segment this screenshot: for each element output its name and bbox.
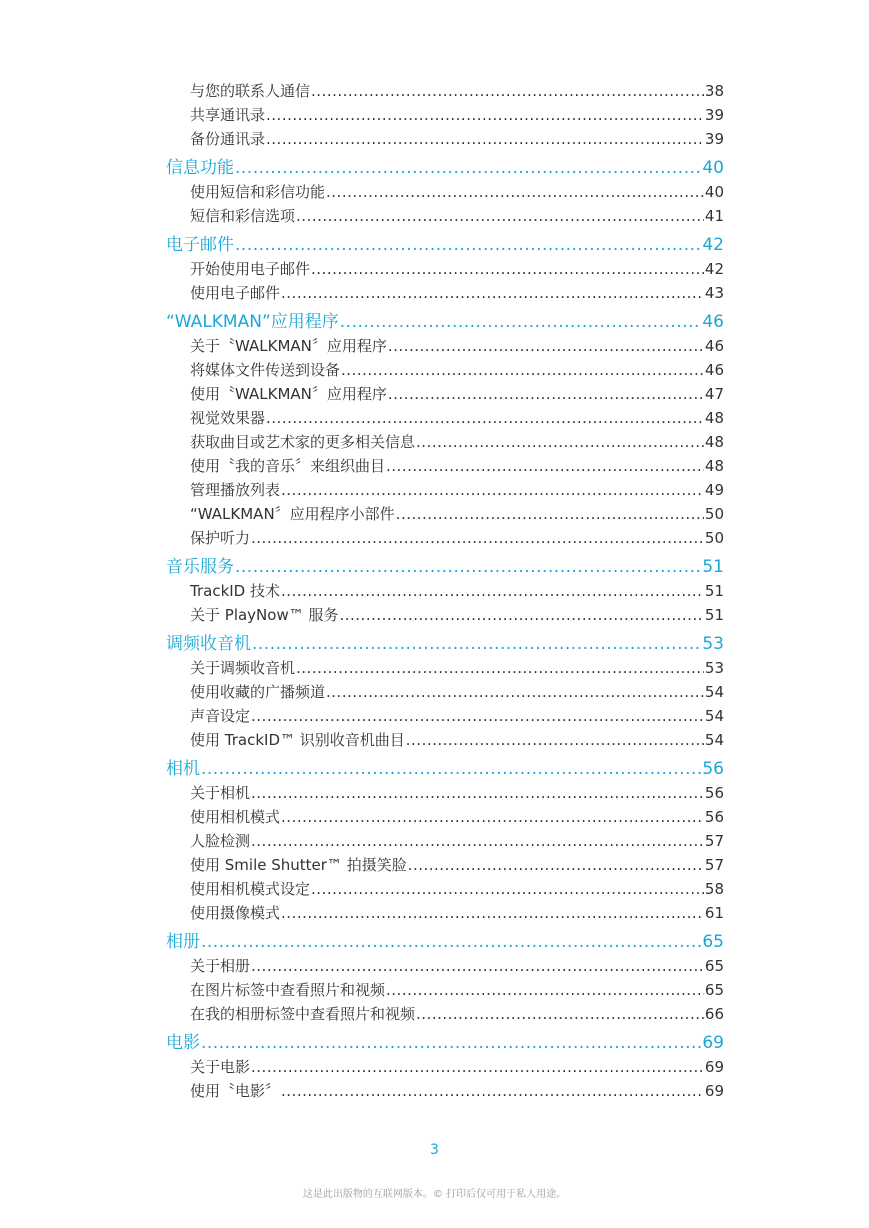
- toc-entry-title: “WALKMAN〞应用程序小部件: [190, 505, 395, 523]
- toc-entry-title: 与您的联系人通信: [190, 82, 311, 100]
- dot-leader: [388, 382, 704, 406]
- toc-entry-title: 开始使用电子邮件: [190, 260, 311, 278]
- toc-entry[interactable]: [166, 728, 724, 752]
- toc-entry[interactable]: [166, 180, 724, 204]
- toc-entry-page: 40: [704, 183, 724, 201]
- dot-leader: [201, 930, 701, 954]
- toc-entry-title: 使用相机模式: [190, 808, 281, 826]
- toc-entry-title: 使用〝WALKMAN〞应用程序: [190, 385, 387, 403]
- toc-entry[interactable]: [166, 877, 724, 901]
- dot-leader: [408, 853, 704, 877]
- toc-entry-page: 54: [704, 731, 724, 749]
- toc-entry-title: 在我的相册标签中查看照片和视频: [190, 1005, 416, 1023]
- toc-entry-title: 使用相机模式设定: [190, 880, 311, 898]
- toc-entry[interactable]: [166, 704, 724, 728]
- toc-entry[interactable]: [166, 978, 724, 1002]
- toc-entry-page: 50: [704, 529, 724, 547]
- toc-entry-page: 57: [704, 856, 724, 874]
- toc-section-entry[interactable]: [166, 156, 724, 180]
- toc-entry-page: 56: [704, 784, 724, 802]
- dot-leader: [341, 358, 704, 382]
- toc-entry-title: 调频收音机: [166, 634, 251, 654]
- toc-entry-title: 在图片标签中查看照片和视频: [190, 981, 386, 999]
- toc-entry[interactable]: [166, 478, 724, 502]
- toc-entry-page: 69: [704, 1082, 724, 1100]
- toc-entry-page: 51: [704, 582, 724, 600]
- toc-entry[interactable]: [166, 853, 724, 877]
- dot-leader: [251, 526, 704, 550]
- dot-leader: [416, 430, 704, 454]
- toc-entry-title: 人脸检测: [190, 832, 251, 850]
- dot-leader: [416, 1002, 704, 1026]
- dot-leader: [201, 1031, 701, 1055]
- toc-entry[interactable]: [166, 127, 724, 151]
- toc-entry-page: 48: [704, 409, 724, 427]
- toc-section-entry[interactable]: [166, 632, 724, 656]
- toc-entry-title: TrackID 技术: [190, 582, 280, 600]
- toc-entry-page: 65: [702, 932, 724, 952]
- toc-entry-title: 使用 TrackID™ 识别收音机曲目: [190, 731, 405, 749]
- toc-entry-title: 使用〝电影〞: [190, 1082, 281, 1100]
- table-of-contents: [166, 79, 724, 1103]
- dot-leader: [296, 204, 704, 228]
- toc-entry-page: 47: [704, 385, 724, 403]
- toc-entry-page: 41: [704, 207, 724, 225]
- dot-leader: [281, 805, 704, 829]
- toc-entry-page: 65: [704, 957, 724, 975]
- toc-entry-page: 58: [704, 880, 724, 898]
- toc-entry-page: 54: [704, 707, 724, 725]
- toc-entry-page: 42: [702, 235, 724, 255]
- toc-entry-title: 使用收藏的广播频道: [190, 683, 326, 701]
- toc-section-entry[interactable]: [166, 233, 724, 257]
- dot-leader: [251, 829, 704, 853]
- page-number: 3: [430, 1142, 439, 1158]
- toc-entry-page: 46: [704, 361, 724, 379]
- toc-entry-title: 使用〝我的音乐〞来组织曲目: [190, 457, 386, 475]
- dot-leader: [396, 502, 704, 526]
- toc-entry-title: 关于相机: [190, 784, 251, 802]
- toc-entry-title: 使用短信和彩信功能: [190, 183, 326, 201]
- dot-leader: [251, 781, 704, 805]
- toc-entry[interactable]: [166, 526, 724, 550]
- dot-leader: [311, 877, 704, 901]
- dot-leader: [235, 555, 701, 579]
- toc-entry-page: 42: [704, 260, 724, 278]
- dot-leader: [311, 79, 704, 103]
- toc-entry[interactable]: [166, 656, 724, 680]
- toc-entry-title: 关于调频收音机: [190, 659, 296, 677]
- toc-entry-title: “WALKMAN”应用程序: [166, 312, 339, 332]
- toc-entry-title: 保护听力: [190, 529, 251, 547]
- toc-entry-title: 关于电影: [190, 1058, 251, 1076]
- toc-entry-title: 管理播放列表: [190, 481, 281, 499]
- toc-entry-page: 69: [704, 1058, 724, 1076]
- toc-entry[interactable]: [166, 579, 724, 603]
- toc-entry-title: 关于〝WALKMAN〞应用程序: [190, 337, 387, 355]
- toc-entry-page: 39: [704, 130, 724, 148]
- toc-entry-title: 将媒体文件传送到设备: [190, 361, 341, 379]
- dot-leader: [339, 603, 703, 627]
- toc-entry-title: 使用电子邮件: [190, 284, 281, 302]
- toc-entry[interactable]: [166, 901, 724, 925]
- toc-entry[interactable]: [166, 358, 724, 382]
- toc-entry[interactable]: [166, 103, 724, 127]
- dot-leader: [281, 281, 704, 305]
- dot-leader: [406, 728, 704, 752]
- dot-leader: [281, 1079, 704, 1103]
- toc-entry-page: 51: [702, 557, 724, 577]
- dot-leader: [281, 901, 704, 925]
- toc-entry-page: 40: [702, 158, 724, 178]
- toc-entry-title: 共享通讯录: [190, 106, 266, 124]
- dot-leader: [311, 257, 704, 281]
- toc-entry[interactable]: [166, 334, 724, 358]
- toc-entry[interactable]: [166, 204, 724, 228]
- toc-entry[interactable]: [166, 954, 724, 978]
- toc-entry[interactable]: [166, 781, 724, 805]
- toc-entry-title: 短信和彩信选项: [190, 207, 296, 225]
- toc-entry-title: 使用摄像模式: [190, 904, 281, 922]
- toc-entry-title: 信息功能: [166, 158, 234, 178]
- toc-entry-page: 43: [704, 284, 724, 302]
- dot-leader: [386, 454, 704, 478]
- toc-entry-title: 视觉效果器: [190, 409, 266, 427]
- toc-entry-page: 49: [704, 481, 724, 499]
- toc-entry-title: 获取曲目或艺术家的更多相关信息: [190, 433, 416, 451]
- toc-section-entry[interactable]: [166, 757, 724, 781]
- dot-leader: [266, 103, 704, 127]
- dot-leader: [266, 127, 704, 151]
- dot-leader: [252, 632, 701, 656]
- toc-entry-page: 56: [702, 759, 724, 779]
- toc-entry[interactable]: [166, 430, 724, 454]
- toc-section-entry[interactable]: [166, 555, 724, 579]
- toc-entry-page: 39: [704, 106, 724, 124]
- toc-entry-page: 54: [704, 683, 724, 701]
- toc-entry-page: 38: [704, 82, 724, 100]
- toc-entry-title: 备份通讯录: [190, 130, 266, 148]
- toc-entry[interactable]: [166, 382, 724, 406]
- toc-entry-title: 关于 PlayNow™ 服务: [190, 606, 339, 624]
- dot-leader: [251, 1055, 704, 1079]
- toc-entry-page: 65: [704, 981, 724, 999]
- toc-section-entry[interactable]: [166, 310, 724, 334]
- dot-leader: [201, 757, 701, 781]
- toc-entry[interactable]: [166, 79, 724, 103]
- toc-entry-page: 50: [704, 505, 724, 523]
- toc-entry-page: 53: [702, 634, 724, 654]
- dot-leader: [326, 680, 704, 704]
- toc-entry-title: 声音设定: [190, 707, 251, 725]
- toc-entry-page: 57: [704, 832, 724, 850]
- toc-entry-page: 51: [704, 606, 724, 624]
- dot-leader: [388, 334, 704, 358]
- toc-section-entry[interactable]: [166, 1031, 724, 1055]
- toc-entry-page: 48: [704, 433, 724, 451]
- toc-entry-page: 46: [704, 337, 724, 355]
- toc-entry[interactable]: [166, 680, 724, 704]
- dot-leader: [281, 579, 704, 603]
- toc-entry[interactable]: [166, 1002, 724, 1026]
- dot-leader: [326, 180, 704, 204]
- toc-entry[interactable]: [166, 603, 724, 627]
- toc-entry-page: 48: [704, 457, 724, 475]
- toc-entry-page: 53: [704, 659, 724, 677]
- toc-entry-page: 61: [704, 904, 724, 922]
- dot-leader: [266, 406, 704, 430]
- dot-leader: [386, 978, 704, 1002]
- toc-entry-title: 使用 Smile Shutter™ 拍摄笑脸: [190, 856, 407, 874]
- dot-leader: [296, 656, 704, 680]
- toc-entry-page: 56: [704, 808, 724, 826]
- toc-entry-page: 66: [704, 1005, 724, 1023]
- footer-note: 这是此出版物的互联网版本。© 打印后仅可用于私人用途。: [302, 1189, 567, 1200]
- toc-entry[interactable]: [166, 1079, 724, 1103]
- toc-entry-title: 音乐服务: [166, 557, 234, 577]
- toc-entry-title: 关于相册: [190, 957, 251, 975]
- toc-entry-page: 69: [702, 1033, 724, 1053]
- toc-entry[interactable]: [166, 1055, 724, 1079]
- dot-leader: [340, 310, 702, 334]
- toc-entry[interactable]: [166, 805, 724, 829]
- toc-entry[interactable]: [166, 502, 724, 526]
- toc-entry-page: 46: [702, 312, 724, 332]
- toc-section-entry[interactable]: [166, 930, 724, 954]
- toc-entry-title: 相册: [166, 932, 200, 952]
- toc-entry[interactable]: [166, 454, 724, 478]
- toc-entry-title: 电子邮件: [166, 235, 234, 255]
- dot-leader: [251, 954, 704, 978]
- dot-leader: [235, 233, 701, 257]
- toc-entry[interactable]: [166, 406, 724, 430]
- toc-entry[interactable]: [166, 829, 724, 853]
- toc-entry-title: 相机: [166, 759, 200, 779]
- dot-leader: [235, 156, 701, 180]
- dot-leader: [251, 704, 704, 728]
- toc-entry-title: 电影: [166, 1033, 200, 1053]
- toc-entry[interactable]: [166, 281, 724, 305]
- dot-leader: [281, 478, 704, 502]
- toc-entry[interactable]: [166, 257, 724, 281]
